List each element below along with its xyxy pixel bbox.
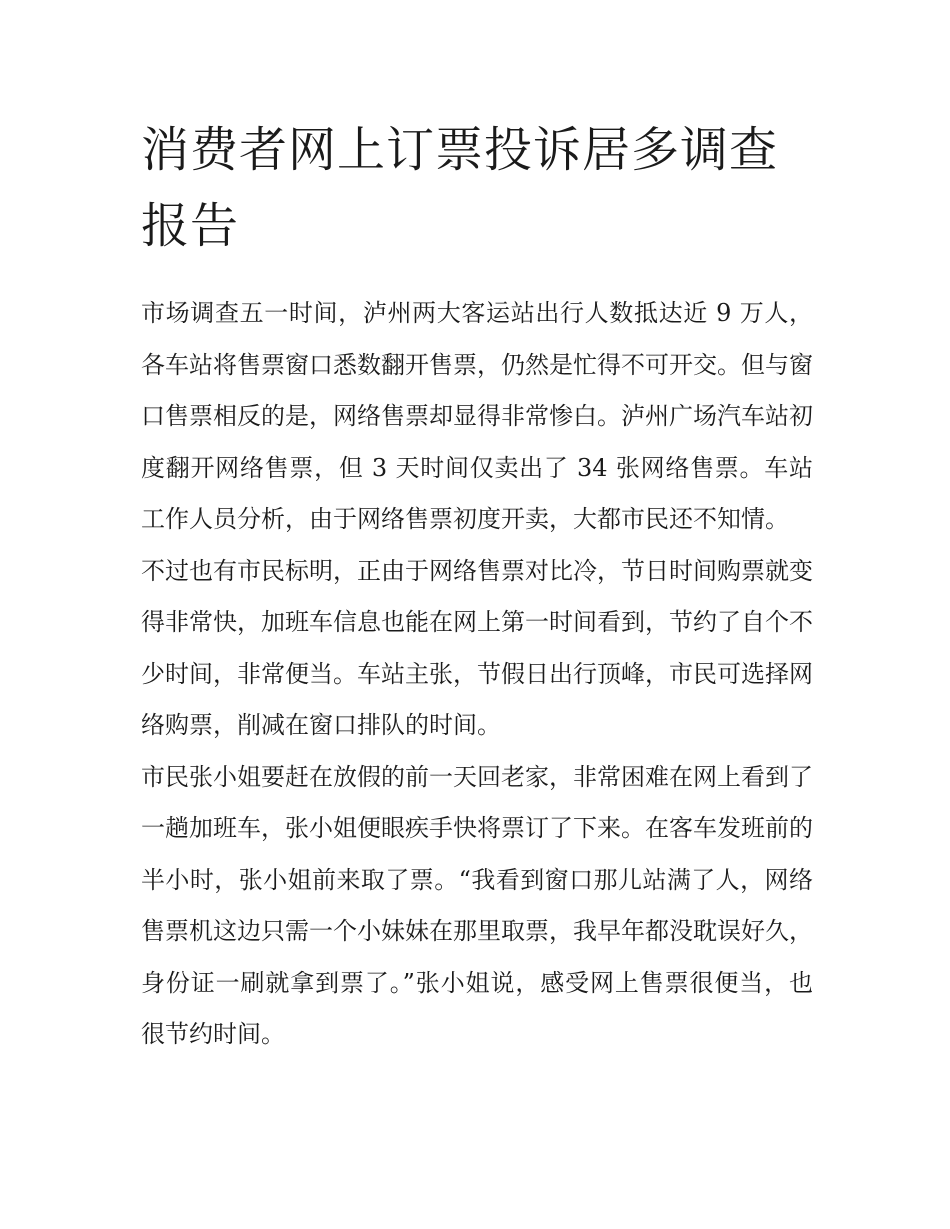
document-title: 消费者网上订票投诉居多调查报告 (141, 122, 779, 254)
paragraph-3: 市民张小姐要赶在放假的前一天回老家，非常困难在网上看到了一趟加班车，张小姐便眼疾手快将票订了下来。在客车发班前的半小时，张小姐前来取了票。“我看到窗口那儿站满了人，网络售票机这边只需一个小妹妹在那里取票，我早年都没耽误好久，身份证一刷就拿到票了。”张小姐说，感受网上售票很便当，也很节约时间。 (141, 762, 813, 1048)
paragraph-2: 不过也有市民标明，正由于网络售票对比冷，节日时间购票就变得非常快，加班车信息也能在网上第一时间看到，节约了自个不少时间，非常便当。车站主张，节假日出行顶峰，市民可选择网络购票，削减在窗口排队的时间。 (141, 556, 813, 739)
document-body (141, 288, 813, 1061)
document-content (141, 112, 813, 1061)
paragraph-1: 市场调查五一时间，泸州两大客运站出行人数抵达近 9 万人，各车站将售票窗口悉数翻开售票，仍然是忙得不可开交。但与窗口售票相反的是，网络售票却显得非常惨白。泸州广场汽车站初度翻开网络售票，但 3 天时间仅卖出了 34 张网络售票。车站工作人员分析，由于网络售票初度开卖，大都市民还不知情。 (141, 299, 813, 533)
